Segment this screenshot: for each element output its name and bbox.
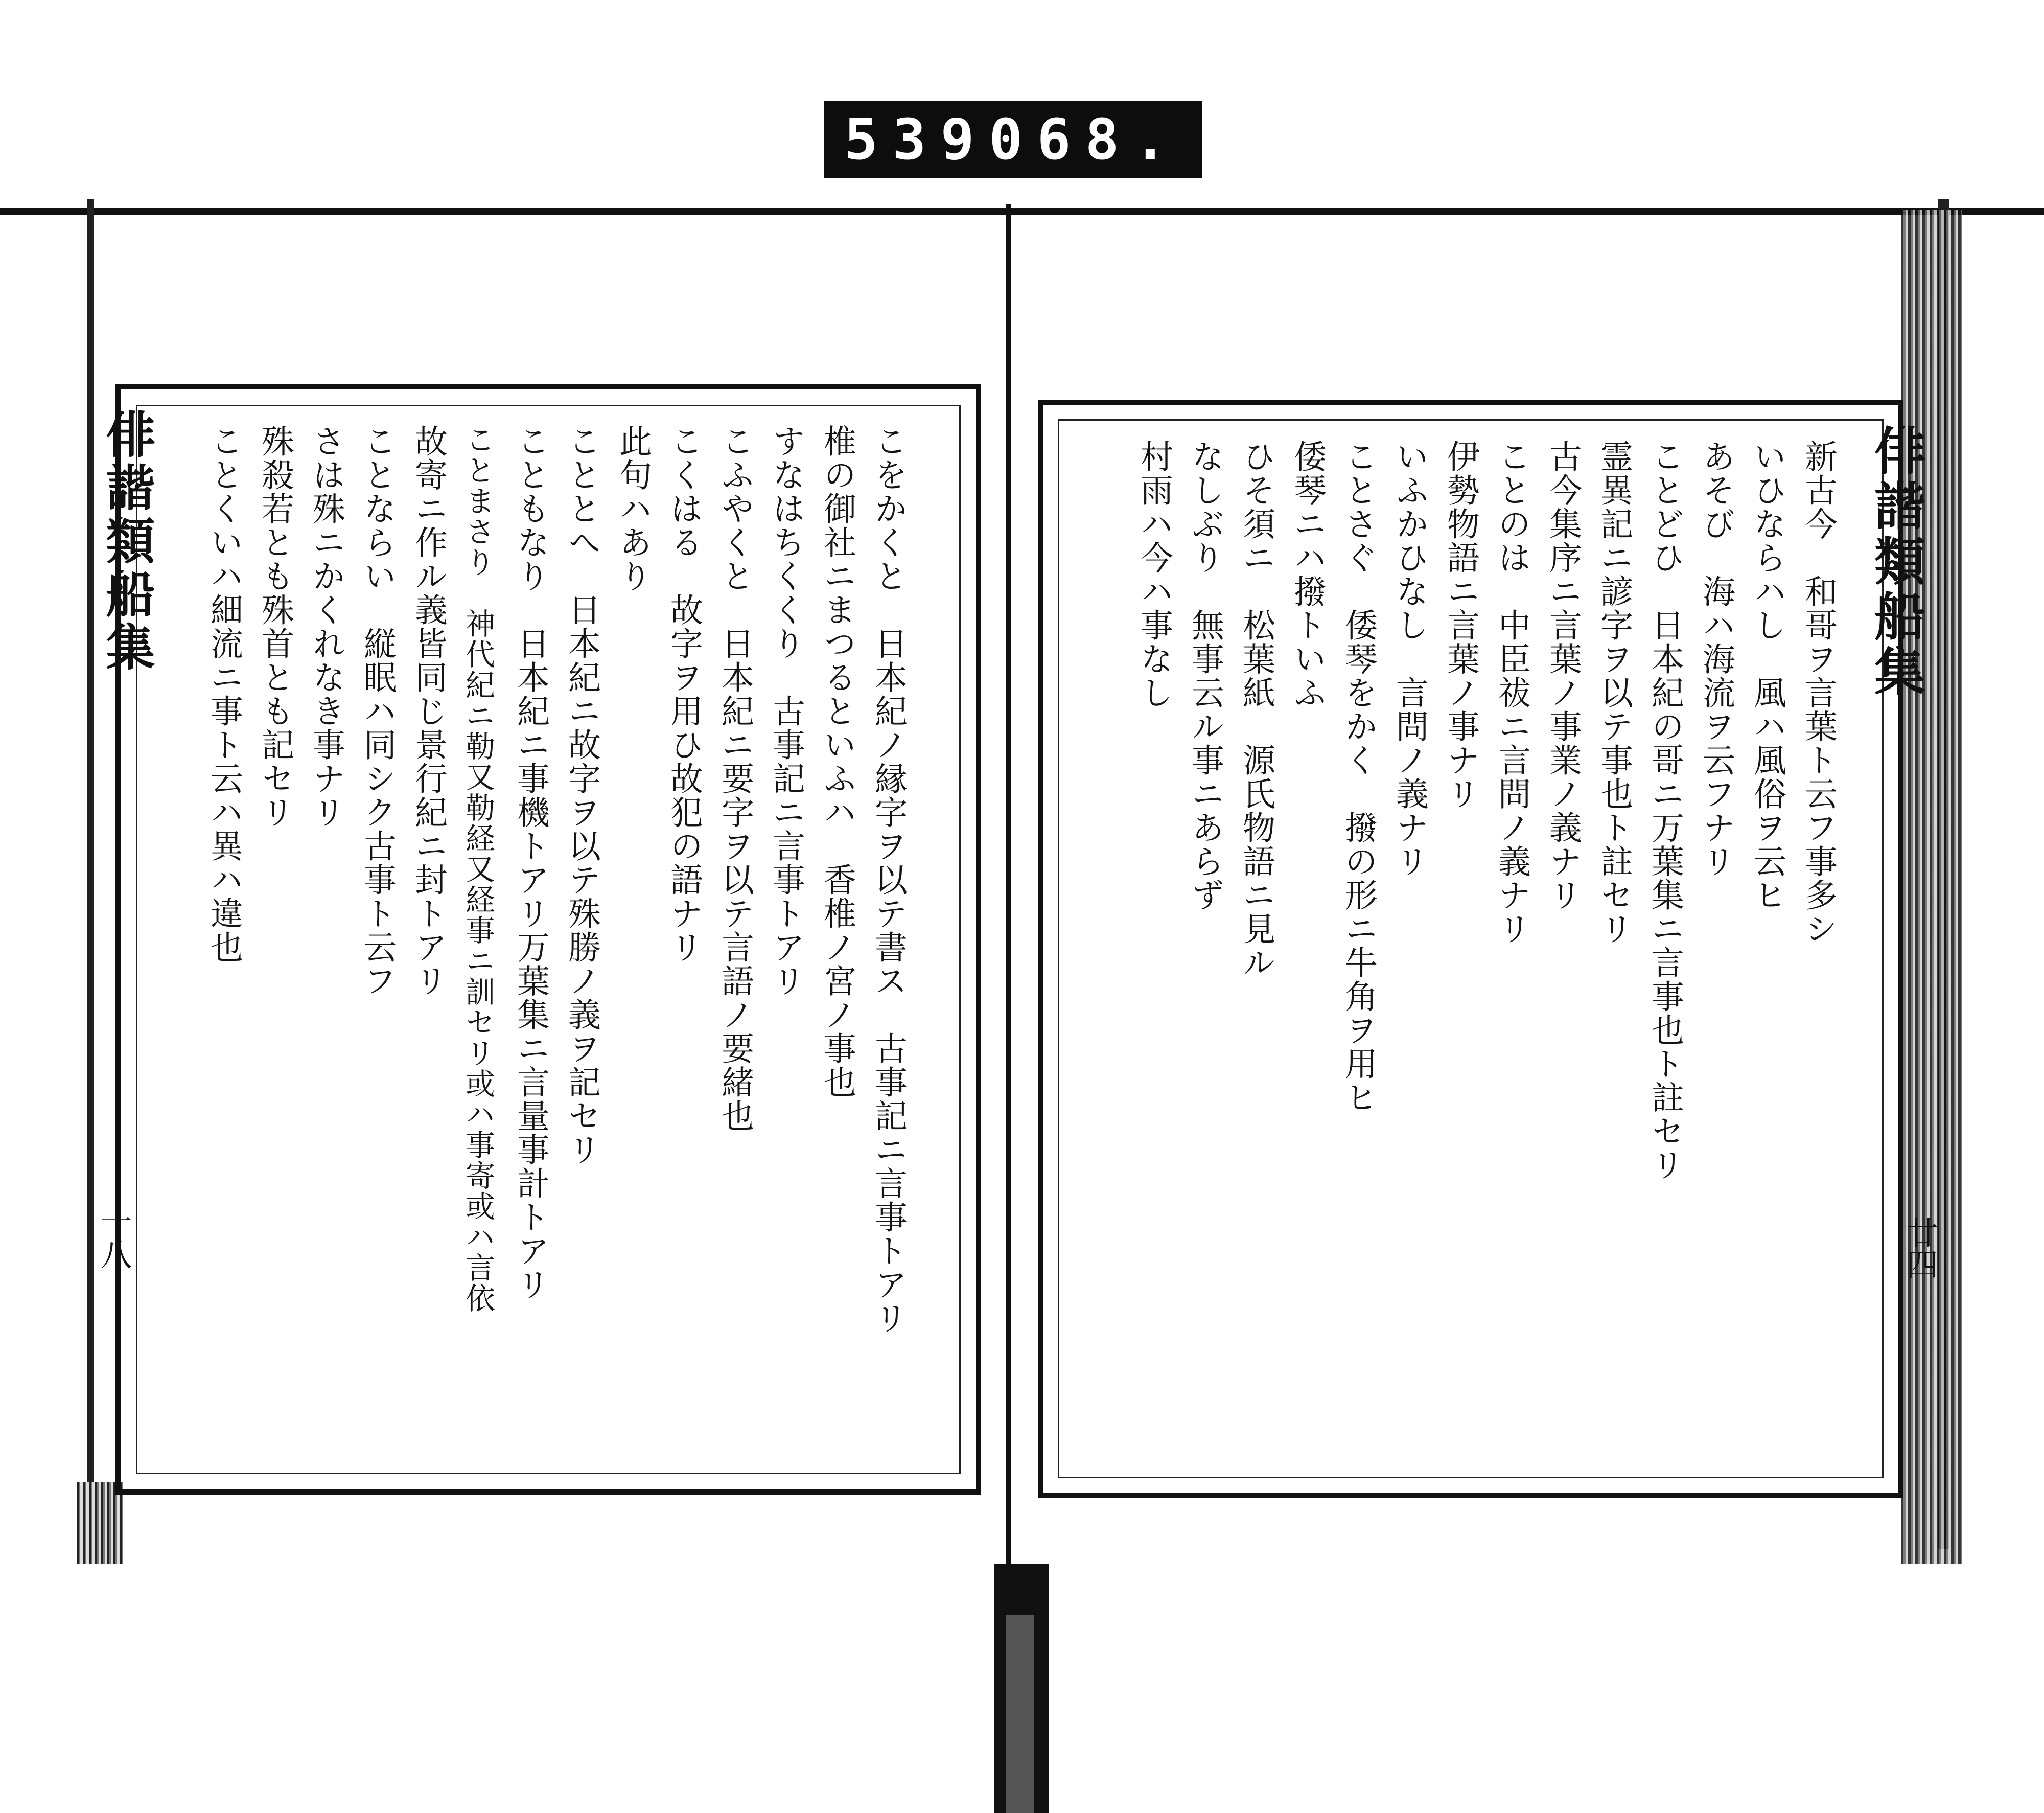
right-column: 伊勢物語ニ言葉ノ事ナリ — [1442, 440, 1479, 811]
right-column: 古今集序ニ言葉ノ事業ノ義ナリ — [1544, 440, 1582, 912]
right-column: ことどひ 日本紀の哥ニ万葉集ニ言事也ト註セリ — [1646, 440, 1684, 1182]
right-page-folio: 廿四 — [1901, 1217, 1938, 1280]
right-column: ことさぐ 倭琴をかく 撥の形ニ牛角ヲ用ヒ — [1339, 440, 1377, 1114]
right-column: 村雨ハ今ハ事なし — [1135, 440, 1173, 709]
right-page-edge — [1901, 210, 1962, 1564]
left-column: こふやくと 日本紀ニ要字ヲ以テ言語ノ要緒也 — [716, 424, 754, 1133]
right-column: ことのは 中臣祓ニ言問ノ義ナリ — [1493, 440, 1530, 946]
right-column: 霊異記ニ諺字ヲ以テ事也ト註セリ — [1595, 440, 1633, 946]
right-column: 新古今 和哥ヲ言葉ト云フ事多シ — [1799, 440, 1837, 946]
left-column: ことならい 縦眠ハ同シク古事ト云フ — [358, 424, 396, 998]
left-column: こくはる 故字ヲ用ひ故犯の語ナリ — [665, 424, 703, 964]
spine-binding-shadow — [1006, 1615, 1034, 1813]
label-right-number: 068. — [989, 107, 1181, 172]
left-column: すなはちくくり 古事記ニ言事トアリ — [767, 424, 805, 998]
left-column: こととへ 日本紀ニ故字ヲ以テ殊勝ノ義ヲ記セリ — [563, 424, 600, 1166]
left-column: ことくいハ細流ニ事ト云ハ異ハ違也 — [205, 424, 243, 964]
left-page-edge — [77, 1482, 123, 1564]
left-column: さは殊ニかくれなき事ナリ — [307, 424, 345, 829]
left-column: こをかくと 日本紀ノ縁字ヲ以テ書ス 古事記ニ言事トアリ — [869, 424, 907, 1335]
left-page-folio: 十八 — [95, 1206, 132, 1270]
right-column: 倭琴ニハ撥トいふ — [1288, 440, 1326, 709]
left-column: 此句ハあり — [614, 424, 652, 593]
right-column: あそび 海ハ海流ヲ云フナリ — [1697, 440, 1735, 878]
label-left-number: 539 — [844, 107, 989, 172]
left-column: こともなり 日本紀ニ事機トアリ万葉集ニ言量事計トアリ — [512, 424, 549, 1301]
right-page-title: 俳諧類船集 — [1866, 424, 1926, 700]
right-column: いふかひなし 言問ノ義ナリ — [1390, 440, 1428, 878]
left-column: 故寄ニ作ル義皆同じ景行紀ニ封トアリ — [409, 424, 447, 998]
left-column: ことまさり 神代紀ニ勒又勒経又経事ニ訓セリ或ハ事寄或ハ言依 — [460, 424, 495, 1314]
left-page-title: 俳諧類船集 — [98, 409, 156, 675]
right-column: なしぶり 無事云ル事ニあらず — [1186, 440, 1224, 912]
right-column: ひそ須ニ 松葉紙 源氏物語ニ見ル — [1237, 440, 1275, 979]
left-column: 殊殺若とも殊首とも記セリ — [256, 424, 294, 829]
archive-label — [824, 101, 1202, 178]
right-column: いひならハし 風ハ風俗ヲ云ヒ — [1748, 440, 1786, 912]
book-spine — [1006, 204, 1011, 1574]
left-column: 椎の御社ニまつるといふハ 香椎ノ宮ノ事也 — [818, 424, 856, 1099]
